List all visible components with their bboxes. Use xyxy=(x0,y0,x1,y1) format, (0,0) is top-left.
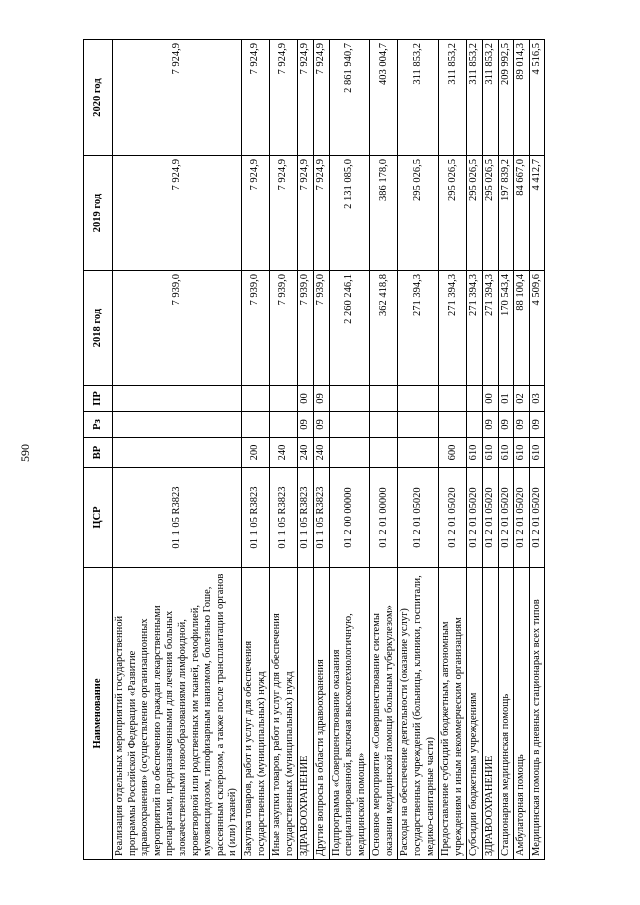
cell-2018: 7 939,0 xyxy=(270,271,298,386)
cell-rz: 09 xyxy=(498,412,514,438)
cell-rz xyxy=(370,412,398,438)
cell-vr: 610 xyxy=(529,438,545,468)
header-name: Наименование xyxy=(84,568,113,860)
table-row xyxy=(483,40,499,860)
cell-vr xyxy=(329,438,370,468)
cell-pr xyxy=(241,386,269,412)
cell-pr xyxy=(467,386,483,412)
cell-2018: 170 543,4 xyxy=(498,271,514,386)
table-row xyxy=(270,40,298,860)
header-2018: 2018 год xyxy=(84,271,113,386)
cell-csr: 01 2 01 00000 xyxy=(370,468,398,568)
cell-2018: 88 100,4 xyxy=(514,271,530,386)
cell-vr xyxy=(113,438,242,468)
cell-name: Амбулаторная помощь xyxy=(514,568,530,860)
cell-pr: 00 xyxy=(298,386,314,412)
cell-2020: 311 853,2 xyxy=(398,40,439,156)
cell-pr: 01 xyxy=(498,386,514,412)
cell-vr: 610 xyxy=(467,438,483,468)
cell-rz: 09 xyxy=(514,412,530,438)
cell-2018: 7 939,0 xyxy=(313,271,329,386)
cell-rz xyxy=(113,412,242,438)
cell-rz xyxy=(241,412,269,438)
cell-2020: 4 516,5 xyxy=(529,40,545,156)
cell-pr: 09 xyxy=(313,386,329,412)
table-header xyxy=(84,40,113,860)
cell-2020: 89 014,3 xyxy=(514,40,530,156)
cell-csr: 01 2 01 05020 xyxy=(483,468,499,568)
cell-2020: 7 924,9 xyxy=(241,40,269,156)
cell-2020: 2 861 940,7 xyxy=(329,40,370,156)
cell-2018: 271 394,3 xyxy=(467,271,483,386)
cell-pr xyxy=(329,386,370,412)
cell-csr: 01 1 05 R3823 xyxy=(241,468,269,568)
cell-pr: 00 xyxy=(483,386,499,412)
cell-2019: 295 026,5 xyxy=(398,156,439,271)
cell-csr: 01 2 01 05020 xyxy=(514,468,530,568)
table-row xyxy=(241,40,269,860)
cell-csr: 01 2 01 05020 xyxy=(467,468,483,568)
cell-2019: 4 412,7 xyxy=(529,156,545,271)
cell-csr: 01 2 00 00000 xyxy=(329,468,370,568)
cell-vr: 200 xyxy=(241,438,269,468)
cell-2019: 386 178,0 xyxy=(370,156,398,271)
cell-vr: 610 xyxy=(483,438,499,468)
cell-2020: 7 924,9 xyxy=(270,40,298,156)
cell-2020: 311 853,2 xyxy=(483,40,499,156)
cell-2020: 209 992,5 xyxy=(498,40,514,156)
header-rz: Рз xyxy=(84,412,113,438)
cell-name: Основное мероприятие «Совершенствование системы оказания медицинской помощи больным туберкулезом» xyxy=(370,568,398,860)
table-row xyxy=(313,40,329,860)
cell-2020: 7 924,9 xyxy=(298,40,314,156)
cell-name: Предоставление субсидий бюджетным, автономным учреждениям и иным некоммерческим организациям xyxy=(439,568,467,860)
table-body xyxy=(113,40,545,860)
cell-pr xyxy=(270,386,298,412)
cell-csr: 01 2 01 05020 xyxy=(498,468,514,568)
header-2019: 2019 год xyxy=(84,156,113,271)
cell-pr xyxy=(398,386,439,412)
cell-2020: 311 853,2 xyxy=(467,40,483,156)
cell-pr: 02 xyxy=(514,386,530,412)
cell-2018: 4 509,6 xyxy=(529,271,545,386)
cell-vr: 610 xyxy=(498,438,514,468)
cell-2020: 403 004,7 xyxy=(370,40,398,156)
cell-rz xyxy=(398,412,439,438)
page-number-text: 590 xyxy=(18,444,32,462)
cell-name: Другие вопросы в области здравоохранения xyxy=(313,568,329,860)
table-row xyxy=(298,40,314,860)
cell-name: Подпрограмма «Совершенствование оказания специализированной, включая высокотехнологичную, медицинской помощи» xyxy=(329,568,370,860)
cell-2019: 2 131 085,0 xyxy=(329,156,370,271)
cell-pr xyxy=(370,386,398,412)
header-csr: ЦСР xyxy=(84,468,113,568)
cell-2018: 7 939,0 xyxy=(298,271,314,386)
cell-2018: 7 939,0 xyxy=(113,271,242,386)
table-row xyxy=(370,40,398,860)
header-pr: ПР xyxy=(84,386,113,412)
cell-rz xyxy=(439,412,467,438)
cell-2018: 2 260 246,1 xyxy=(329,271,370,386)
header-vr: ВР xyxy=(84,438,113,468)
header-2020: 2020 год xyxy=(84,40,113,156)
cell-2018: 271 394,3 xyxy=(398,271,439,386)
cell-vr: 240 xyxy=(298,438,314,468)
cell-name: Реализация отдельных мероприятий государственной программы Российской Федерации «Развитие здравоохранения» (осуществление организационных мероприятий по обеспечению граждан лекарственными препаратами, предназначенными для лечения больных злокачественными новообразованиями лимфоидной, кроветворной или родственных им тканей, гемофилией, муковисцидозом, гипофизарным нанизмом, болезнью Гоше, рассеянным склерозом, а также после трансплантации органов и (или) тканей) xyxy=(113,568,242,860)
cell-rz: 09 xyxy=(313,412,329,438)
cell-2019: 7 924,9 xyxy=(298,156,314,271)
cell-csr: 01 1 05 R3823 xyxy=(298,468,314,568)
cell-vr: 610 xyxy=(514,438,530,468)
table-row xyxy=(529,40,545,860)
cell-rz: 09 xyxy=(483,412,499,438)
cell-name: Стационарная медицинская помощь xyxy=(498,568,514,860)
cell-csr: 01 1 05 R3823 xyxy=(113,468,242,568)
cell-vr: 600 xyxy=(439,438,467,468)
cell-csr: 01 2 01 05020 xyxy=(398,468,439,568)
cell-2018: 7 939,0 xyxy=(241,271,269,386)
cell-rz xyxy=(329,412,370,438)
cell-csr: 01 2 01 05020 xyxy=(439,468,467,568)
cell-csr: 01 1 05 R3823 xyxy=(270,468,298,568)
cell-name: Субсидии бюджетным учреждениям xyxy=(467,568,483,860)
cell-name: Иные закупки товаров, работ и услуг для обеспечения государственных (муниципальных) нужд xyxy=(270,568,298,860)
cell-vr xyxy=(370,438,398,468)
cell-pr: 03 xyxy=(529,386,545,412)
cell-rz: 09 xyxy=(529,412,545,438)
cell-name: ЗДРАВООХРАНЕНИЕ xyxy=(298,568,314,860)
cell-pr xyxy=(439,386,467,412)
cell-2019: 84 667,0 xyxy=(514,156,530,271)
cell-name: Расходы на обеспечение деятельности (оказание услуг) государственных учреждений (больницы, клиники, госпитали, медико-санитарные части) xyxy=(398,568,439,860)
header-row xyxy=(84,40,113,860)
cell-2018: 271 394,3 xyxy=(483,271,499,386)
cell-csr: 01 1 05 R3823 xyxy=(313,468,329,568)
budget-table xyxy=(83,39,545,860)
cell-rz: 09 xyxy=(298,412,314,438)
rotated-page-content xyxy=(83,40,573,860)
cell-2019: 7 924,9 xyxy=(113,156,242,271)
cell-2019: 295 026,5 xyxy=(467,156,483,271)
cell-2020: 311 853,2 xyxy=(439,40,467,156)
cell-2019: 295 026,5 xyxy=(439,156,467,271)
table-row xyxy=(498,40,514,860)
cell-2019: 295 026,5 xyxy=(483,156,499,271)
cell-csr: 01 2 01 05020 xyxy=(529,468,545,568)
cell-name: ЗДРАВООХРАНЕНИЕ xyxy=(483,568,499,860)
table-row xyxy=(514,40,530,860)
cell-pr xyxy=(113,386,242,412)
cell-2019: 7 924,9 xyxy=(270,156,298,271)
table-row xyxy=(329,40,370,860)
cell-vr: 240 xyxy=(313,438,329,468)
table-row xyxy=(439,40,467,860)
cell-vr xyxy=(398,438,439,468)
cell-2019: 7 924,9 xyxy=(313,156,329,271)
table-row xyxy=(113,40,242,860)
cell-2018: 271 394,3 xyxy=(439,271,467,386)
cell-2019: 7 924,9 xyxy=(241,156,269,271)
cell-2020: 7 924,9 xyxy=(313,40,329,156)
table-row xyxy=(398,40,439,860)
cell-name: Закупка товаров, работ и услуг для обеспечения государственных (муниципальных) нужд xyxy=(241,568,269,860)
cell-vr: 240 xyxy=(270,438,298,468)
cell-2018: 362 418,8 xyxy=(370,271,398,386)
table-row xyxy=(467,40,483,860)
cell-2020: 7 924,9 xyxy=(113,40,242,156)
cell-name: Медицинская помощь в дневных стационарах всех типов xyxy=(529,568,545,860)
cell-2019: 197 839,2 xyxy=(498,156,514,271)
cell-rz xyxy=(270,412,298,438)
cell-rz xyxy=(467,412,483,438)
